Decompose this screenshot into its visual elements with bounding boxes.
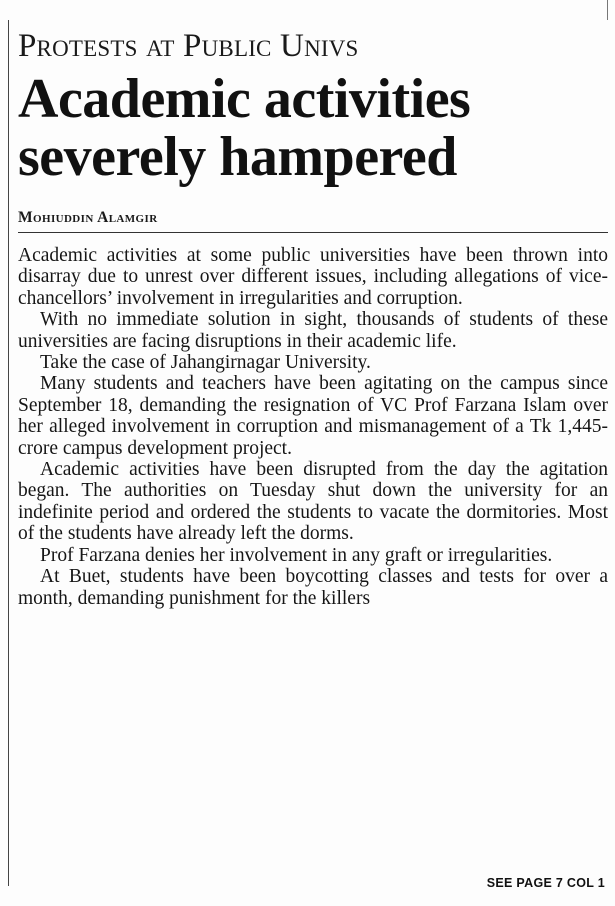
article (18, 26, 608, 609)
paragraph-4: Many students and teachers have been agitating on the campus since September 18, demanding the resignation of VC Prof Farzana Islam over her alleged involvement in corruption and mismanagement of a Tk 1,445-crore campus development project. (18, 373, 608, 459)
article-body (18, 245, 608, 609)
paragraph-2: With no immediate solution in sight, thousands of students of these universities are facing disruptions in their academic life. (18, 309, 608, 352)
paragraph-5: Academic activities have been disrupted from the day the agitation began. The authorities on Tuesday shut down the university for an indefinite period and ordered the students to vacate the dormitories. Most of the students have already left the dorms. (18, 459, 608, 545)
article-byline: Mohiuddin Alamgir (18, 209, 158, 226)
paragraph-1: Academic activities at some public universities have been thrown into disarray due to unrest over different issues, including allegations of vice-chancellors’ involvement in irregularities and corruption. (18, 245, 608, 309)
paragraph-3: Take the case of Jahangirnagar University. (40, 352, 371, 374)
article-kicker: Protests at Public Univs (18, 28, 359, 64)
byline-divider (18, 232, 608, 233)
paragraph-7: At Buet, students have been boycotting classes and tests for over a month, demanding punishment for the killers (18, 566, 608, 609)
column-rule-top (607, 0, 608, 20)
headline-line-2: severely hampered (18, 126, 457, 188)
continuation-jump: SEE PAGE 7 COL 1 (486, 876, 605, 890)
column-rule-left (8, 20, 9, 886)
article-headline (18, 70, 608, 186)
headline-line-1: Academic activities (18, 68, 471, 130)
paragraph-6: Prof Farzana denies her involvement in any graft or irregularities. (40, 544, 553, 566)
